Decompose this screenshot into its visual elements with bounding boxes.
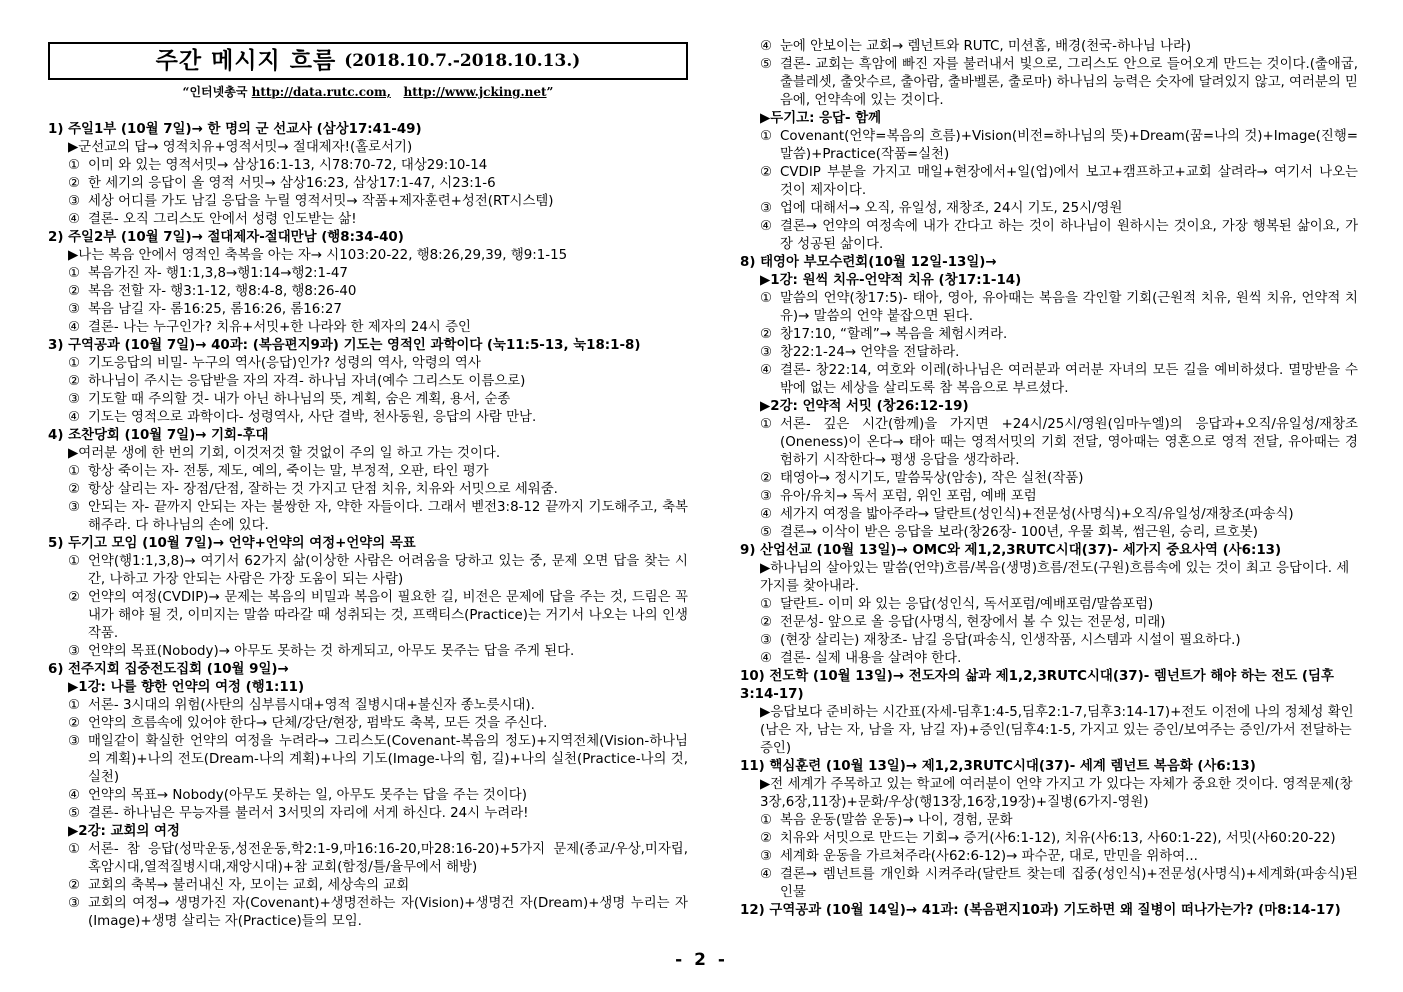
item-number: ② — [68, 176, 81, 191]
list-item — [740, 362, 1358, 398]
item-text: 유아/유치→ 독서 포럼, 위인 포럼, 예배 포럼 — [780, 489, 1037, 504]
right-column — [740, 38, 1358, 920]
summary-line: ▶군선교의 답→ 영적치유+영적서밋→ 절대제자!(홀로서기) — [68, 140, 413, 155]
item-text: 기도응답의 비밀- 누구의 역사(응답)인가? 성령의 역사, 악령의 역사 — [88, 356, 481, 371]
list-item — [740, 596, 1358, 614]
list-item — [48, 463, 688, 481]
item-text: 복음 남길 자- 롬16:25, 롬16:26, 롬16:27 — [88, 302, 342, 317]
item-text: 항상 살리는 자- 장점/단점, 잘하는 것 가지고 단점 치유, 치유와 서밋으로 세워줌. — [88, 482, 558, 497]
item-text: 언약의 흐름속에 있어야 한다→ 단체/강단/현장, 펌박도 축복, 모든 것을 주신다. — [88, 716, 548, 731]
item-number: ④ — [68, 410, 81, 425]
section-heading: 4) 조찬당회 (10월 7일)→ 기회-후대 — [48, 428, 269, 443]
list-item — [740, 632, 1358, 650]
website-links — [48, 83, 688, 101]
section-heading: 11) 핵심훈련 (10월 13일)→ 제1,2,3RUTC시대(37)- 세계 렘넌트 복음화 (사6:13) — [740, 759, 1256, 774]
item-number: ② — [760, 471, 773, 486]
item-number: ① — [68, 554, 81, 569]
item-text: 달란트- 이미 와 있는 응답(성인식, 독서포럼/예배포럼/말씀포럼) — [780, 597, 1154, 612]
item-text: 언약(행1:1,3,8)→ 여기서 62가지 삶(이상한 사람은 어려움을 당하고 있는 중, 문제 오면 답을 찾는 시간, 나하고 가장 안되는 사람은 가장 도움이 되는 사람) — [88, 554, 688, 587]
item-number: ② — [68, 284, 81, 299]
item-text: 결론- 오직 그리스도 안에서 성령 인도받는 삶! — [88, 212, 357, 227]
sub-heading: ▶2강: 교회의 여정 — [68, 824, 180, 839]
list-item — [740, 470, 1358, 488]
item-number: ⑤ — [760, 525, 773, 540]
list-item — [48, 355, 688, 373]
link-jcking[interactable]: http://www.jcking.net — [403, 85, 547, 99]
item-text: 언약의 목표(Nobody)→ 아무도 못하는 것 하게되고, 아무도 못주는 답을 주게 된다. — [88, 644, 575, 659]
list-item — [48, 211, 688, 229]
item-text: 세계화 운동을 가르쳐주라(사62:6-12)→ 파수꾼, 대로, 만민을 위하여... — [780, 849, 1198, 864]
page-number: - 2 - — [675, 950, 728, 970]
list-item — [48, 841, 688, 877]
list-item — [48, 319, 688, 337]
item-text: 언약의 목표→ Nobody(아무도 못하는 일, 아무도 못주는 답을 주는 것이다) — [88, 788, 527, 803]
item-number: ④ — [760, 363, 773, 378]
item-number: ① — [760, 813, 773, 828]
item-number: ④ — [760, 507, 773, 522]
item-text: 항상 죽이는 자- 전통, 제도, 예의, 죽이는 말, 부정적, 오판, 타인 평가 — [88, 464, 489, 479]
item-number: ④ — [760, 651, 773, 666]
item-number: ② — [68, 716, 81, 731]
item-number: ③ — [760, 489, 773, 504]
list-item — [48, 283, 688, 301]
item-text: 복음 운동(말씀 운동)→ 나이, 경험, 문화 — [780, 813, 1013, 828]
item-number: ① — [760, 129, 773, 144]
list-item — [740, 164, 1358, 200]
section-heading: 8) 태영아 부모수련회(10월 12일-13일)→ — [740, 255, 997, 270]
item-text: 세가지 여정을 밟아주라→ 달란트(성인식)+전문성(사명식)+오직/유일성/재창조(파송식) — [780, 507, 1294, 522]
item-text: 치유와 서밋으로 만드는 기회→ 증거(사6:1-12), 치유(사6:13, 사60:1-22), 서밋(사60:20-22) — [780, 831, 1336, 846]
section-heading: 6) 전주지회 집중전도집회 (10월 9일)→ — [48, 662, 289, 677]
list-item — [48, 409, 688, 427]
list-item — [740, 650, 1358, 668]
right-column-body — [740, 38, 1358, 920]
item-text: 세상 어디를 가도 남길 응답을 누릴 영적서밋→ 작품+제자훈련+성전(RT시스템) — [88, 194, 554, 209]
item-number: ① — [68, 842, 81, 857]
item-text: 한 세기의 응답이 올 영적 서밋→ 삼상16:23, 삼상17:1-47, 시23:1-6 — [88, 176, 496, 191]
list-item — [48, 391, 688, 409]
item-number: ⑤ — [760, 57, 773, 72]
item-number: ③ — [760, 345, 773, 360]
section-heading: 1) 주일1부 (10월 7일)→ 한 명의 군 선교사 (삼상17:41-49) — [48, 122, 422, 137]
list-item — [48, 553, 688, 589]
item-text: 서론- 깊은 시간(함께)을 가지면 +24시/25시/영원(임마누엘)의 응답과+오직/유일성/재창조(Oneness)이 온다→ 태아 때는 영적서밋의 기회 전달, 영아때는 영혼으로 영적 전달, 유아때는 경험하기 시작한다→ 평생 응답을 생각하라. — [780, 417, 1358, 468]
list-item — [740, 218, 1358, 254]
list-item — [740, 524, 1358, 542]
list-item — [48, 733, 688, 787]
item-number: ③ — [68, 302, 81, 317]
list-item — [48, 697, 688, 715]
item-text: 눈에 안보이는 교회→ 렘넌트와 RUTC, 미션홈, 배경(천국-하나님 나라) — [780, 39, 1192, 54]
list-item — [48, 589, 688, 643]
item-text: 창22:1-24→ 언약을 전달하라. — [780, 345, 960, 360]
item-number: ① — [68, 698, 81, 713]
item-text: 하나님이 주시는 응답받을 자의 자격- 하나님 자녀(예수 그리스도 이름으로) — [88, 374, 526, 389]
item-text: 결론- 실제 내용을 살려야 한다. — [780, 651, 962, 666]
link-prefix: “인터넷총국 — [182, 85, 252, 99]
item-text: 결론- 하나님은 무능자를 불러서 3서밋의 자리에 서게 하신다. 24시 누려라! — [88, 806, 529, 821]
list-item — [740, 344, 1358, 362]
item-number: ④ — [68, 212, 81, 227]
item-text: 업에 대해서→ 오직, 유일성, 재창조, 24시 기도, 25시/영원 — [780, 201, 1123, 216]
list-item — [48, 805, 688, 823]
item-number: ② — [68, 374, 81, 389]
summary-line: ▶전 세계가 주목하고 있는 학교에 여러분이 언약 가지고 가 있다는 자체가 중요한 것이다. 영적문제(창3장,6장,11장)+문화/우상(행13장,16장,19장)+질병(6가지-영원) — [760, 777, 1353, 810]
section-heading: 10) 전도학 (10월 13일)→ 전도자의 삶과 제1,2,3RUTC시대(37)- 렘넌트가 해야 하는 전도 (딤후3:14-17) — [740, 669, 1334, 702]
item-number: ③ — [68, 896, 81, 911]
item-number: ① — [68, 464, 81, 479]
list-item — [48, 481, 688, 499]
link-data-rutc[interactable]: http://data.rutc.com, — [251, 85, 391, 99]
item-text: 서론- 3시대의 위험(사탄의 심부름시대+영적 질병시대+불신자 종노릇시대). — [88, 698, 535, 713]
page-title: 주간 메시지 흐름 — [155, 48, 337, 74]
item-number: ② — [68, 482, 81, 497]
item-text: 결론- 창22:14, 여호와 이레(하나님은 여러분과 여러분 자녀의 모든 길을 예비하셨다. 멸망받을 수밖에 없는 세상을 살리도록 참 복음으로 부르셨다. — [780, 363, 1358, 396]
item-text: 결론→ 이삭이 받은 응답을 보라(창26장- 100년, 우물 회복, 썸근원, 승리, 르호봇) — [780, 525, 1258, 540]
item-number: ② — [68, 590, 81, 605]
list-item — [48, 643, 688, 661]
item-number: ③ — [68, 194, 81, 209]
item-number: ① — [68, 266, 81, 281]
item-number: ③ — [760, 201, 773, 216]
item-text: 복음 전할 자- 행3:1-12, 행8:4-8, 행8:26-40 — [88, 284, 357, 299]
item-text: 전문성- 앞으로 올 응답(사명식, 현장에서 볼 수 있는 전문성, 미래) — [780, 615, 1166, 630]
title-box — [48, 42, 688, 80]
item-text: 기도는 영적으로 과학이다- 성령역사, 사단 결박, 천사동원, 응답의 사람 만남. — [88, 410, 537, 425]
list-item — [48, 175, 688, 193]
item-number: ④ — [760, 39, 773, 54]
item-number: ① — [760, 291, 773, 306]
item-text: 매일같이 확실한 언약의 여정을 누려라→ 그리스도(Covenant-복음의 정도)+지역전체(Vision-하나님의 계획)+나의 전도(Dream-나의 계획)+나의 기도(Image-나의 힘, 길)+나의 실천(Practice-나의 것,실천) — [88, 734, 688, 785]
item-text: 말씀의 언약(창17:5)- 태아, 영아, 유아때는 복음을 각인할 기회(근원적 치유, 원씩 치유, 언약적 치유)→ 말씀의 언약 붙잡으면 된다. — [780, 291, 1358, 324]
item-number: ① — [68, 158, 81, 173]
list-item — [740, 416, 1358, 470]
item-number: ④ — [68, 788, 81, 803]
left-column-body — [48, 121, 688, 931]
list-item — [48, 499, 688, 535]
item-number: ③ — [760, 849, 773, 864]
list-item — [740, 614, 1358, 632]
item-number: ① — [68, 356, 81, 371]
list-item — [48, 373, 688, 391]
title-dates: (2018.10.7.-2018.10.13.) — [344, 51, 581, 71]
list-item — [48, 877, 688, 895]
summary-line: ▶응답보다 준비하는 시간표(자세-딤후1:4-5,딤후2:1-7,딤후3:14-17)+전도 이전에 나의 정체성 확인(남은 자, 남는 자, 남을 자, 남길 자)+증인(딤후4:1-5, 가지고 있는 증인/보여주는 증인/가서 전달하는 증인) — [760, 705, 1354, 756]
item-text: 교회의 여정→ 생명가진 자(Covenant)+생명전하는 자(Vision)+생명건 자(Dream)+생명 누리는 자(Image)+생명 살리는 자(Practice)들의 모임. — [88, 896, 688, 929]
list-item — [740, 812, 1358, 830]
item-text: (현장 살리는) 재창조- 남길 응답(파송식, 인생작품, 시스템과 시설이 필요하다.) — [780, 633, 1241, 648]
section-heading: 3) 구역공과 (10월 7일)→ 40과: (복음편지9과) 기도는 영적인 과학이다 (눅11:5-13, 눅18:1-8) — [48, 338, 641, 353]
item-number: ② — [760, 327, 773, 342]
list-item — [48, 157, 688, 175]
item-number: ③ — [68, 500, 81, 515]
item-number: ④ — [68, 320, 81, 335]
section-heading: 2) 주일2부 (10월 7일)→ 절대제자-절대만남 (행8:34-40) — [48, 230, 404, 245]
sub-heading: ▶1강: 나를 향한 언약의 여정 (행1:11) — [68, 680, 305, 695]
item-number: ② — [760, 831, 773, 846]
item-number: ③ — [68, 392, 81, 407]
item-number: ① — [760, 417, 773, 432]
item-text: 언약의 여정(CVDIP)→ 문제는 복음의 비밀과 복음이 필요한 길, 비전은 문제에 답을 주는 것, 드림은 꼭 내가 해야 될 것, 이미지는 말씀 따라갈 때 성취되는 것, 프랙티스(Practice)는 거기서 나오는 나의 인생 작품. — [88, 590, 688, 641]
list-item — [740, 128, 1358, 164]
section-heading: 5) 두기고 모임 (10월 7일)→ 언약+언약의 여정+언약의 목표 — [48, 536, 416, 551]
summary-line: ▶나는 복음 안에서 영적인 축복을 아는 자→ 시103:20-22, 행8:26,29,39, 행9:1-15 — [68, 248, 568, 263]
list-item — [740, 56, 1358, 110]
item-text: 이미 와 있는 영적서밋→ 삼상16:1-13, 시78:70-72, 대상29:10-14 — [88, 158, 488, 173]
list-item — [740, 488, 1358, 506]
item-text: 기도할 때 주의할 것- 내가 아닌 하나님의 뜻, 계획, 숨은 계획, 용서, 순종 — [88, 392, 511, 407]
item-number: ③ — [68, 644, 81, 659]
item-number: ② — [760, 165, 773, 180]
link-suffix: ” — [546, 85, 554, 99]
item-number: ③ — [760, 633, 773, 648]
item-number: ③ — [68, 734, 81, 749]
item-text: 결론→ 렘넌트를 개인화 시켜주라(달란트 찾는데 집중(성인식)+전문성(사명식)+세계화(파송식)된 인물 — [780, 867, 1358, 900]
list-item — [48, 265, 688, 283]
item-text: 창17:10, “할례”→ 복음을 체험시켜라. — [780, 327, 1008, 342]
list-item — [48, 193, 688, 211]
item-text: 결론→ 언약의 여정속에 내가 간다고 하는 것이 하나님이 원하시는 것이요, 가장 행복된 삶이요, 가장 성공된 삶이다. — [780, 219, 1358, 252]
item-text: CVDIP 부분을 가지고 매일+현장에서+일(업)에서 보고+캠프하고+교회 살려라→ 여기서 나오는 것이 제자이다. — [780, 165, 1358, 198]
sub-heading: ▶2강: 언약적 서밋 (창26:12-19) — [760, 399, 969, 414]
list-item — [48, 715, 688, 733]
sub-heading: ▶두기고: 응답- 함께 — [760, 111, 882, 126]
item-text: 복음가진 자- 행1:1,3,8→행1:14→행2:1-47 — [88, 266, 348, 281]
list-item — [48, 787, 688, 805]
item-text: 태영아→ 정시기도, 말씀묵상(암송), 작은 실천(작품) — [780, 471, 1084, 486]
summary-line: ▶여러분 생에 한 번의 기회, 이것저것 할 것없이 주의 일 하고 가는 것이다. — [68, 446, 501, 461]
list-item — [740, 290, 1358, 326]
left-column — [48, 42, 688, 931]
list-item — [740, 848, 1358, 866]
item-number: ④ — [760, 867, 773, 882]
summary-line: ▶하나님의 살아있는 말씀(언약)흐름/복음(생명)흐름/전도(구원)흐름속에 있는 것이 최고 응답이다. 세가지를 찾아내라. — [760, 561, 1350, 594]
item-text: 서론- 참 응답(성막운동,성전운동,학2:1-9,마16:16-20,마28:16-20)+5가지 문제(종교/우상,미자립,혹암시대,열적질병시대,재앙시대)+참 교회(함정/틀/율무에서 해방) — [88, 842, 688, 875]
list-item — [740, 326, 1358, 344]
list-item — [740, 506, 1358, 524]
item-text: 결론- 나는 누구인가? 치유+서밋+한 나라와 한 제자의 24시 증인 — [88, 320, 471, 335]
list-item — [48, 301, 688, 319]
list-item — [740, 830, 1358, 848]
list-item — [48, 895, 688, 931]
list-item — [740, 200, 1358, 218]
item-number: ① — [760, 597, 773, 612]
section-heading: 9) 산업선교 (10월 13일)→ OMC와 제1,2,3RUTC시대(37)- 세가지 중요사역 (사6:13) — [740, 543, 1282, 558]
sub-heading: ▶1강: 원씩 치유-언약적 치유 (창17:1-14) — [760, 273, 1022, 288]
item-text: 안되는 자- 끝까지 안되는 자는 불쌍한 자, 약한 자들이다. 그래서 벧전3:8-12 끝까지 기도해주고, 축복해주라. 다 하나님의 손에 있다. — [88, 500, 688, 533]
section-heading: 12) 구역공과 (10월 14일)→ 41과: (복음편지10과) 기도하면 왜 질병이 떠나가는가? (마8:14-17) — [740, 903, 1341, 918]
item-number: ② — [68, 878, 81, 893]
list-item — [740, 38, 1358, 56]
item-number: ⑤ — [68, 806, 81, 821]
item-text: 교회의 축복→ 불러내신 자, 모이는 교회, 세상속의 교회 — [88, 878, 410, 893]
item-number: ② — [760, 615, 773, 630]
item-text: Covenant(언약=복음의 흐름)+Vision(비전=하나님의 뜻)+Dream(꿈=나의 것)+Image(진행=말씀)+Practice(작품=실천) — [780, 129, 1358, 162]
list-item — [740, 866, 1358, 902]
item-number: ④ — [760, 219, 773, 234]
item-text: 결론- 교회는 흑암에 빠진 자를 불러내서 빛으로, 그리스도 안으로 들어오게 만드는 것이다.(출애굽, 출블레셋, 출앗수르, 출아람, 출바벨론, 출로마) 하나님의 능력은 숫자에 달려있지 않고, 여러분의 믿음에, 언약속에 있는 것이다. — [780, 57, 1358, 108]
